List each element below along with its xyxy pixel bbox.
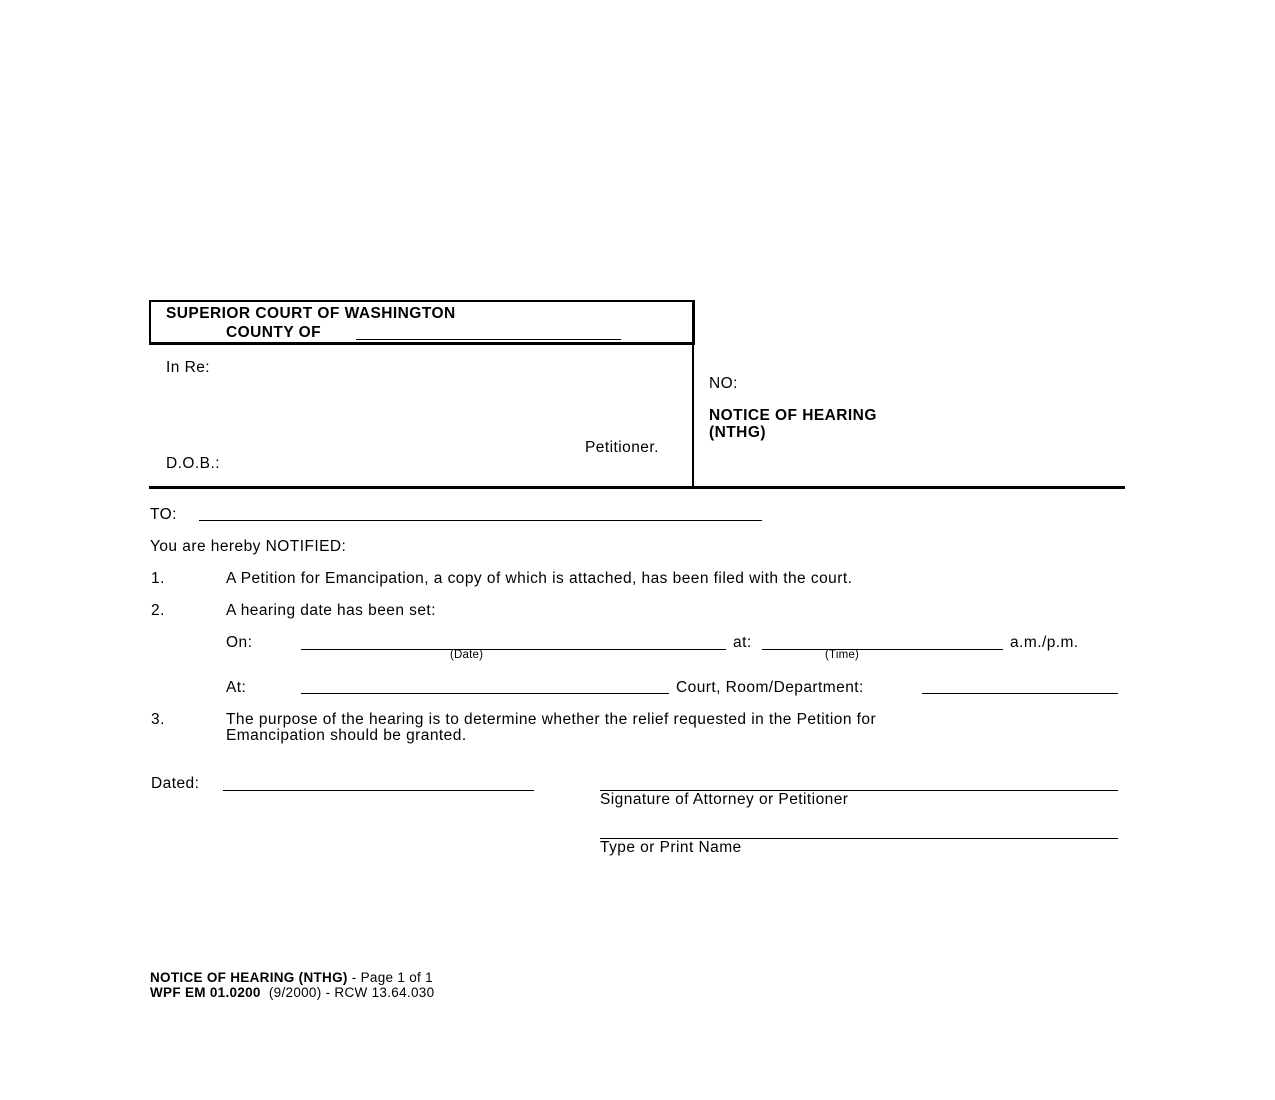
footer-form-bold: WPF EM 01.0200 — [150, 985, 261, 1000]
case-number-label: NO: — [709, 375, 738, 392]
caption-bottom-rule — [149, 486, 1125, 489]
footer-form-id — [150, 986, 434, 1000]
item-1-text: A Petition for Emancipation, a copy of which is attached, has been filed with the court. — [226, 570, 853, 587]
item-3-number: 3. — [151, 711, 165, 728]
ampm-label: a.m./p.m. — [1010, 634, 1079, 651]
caption-divider — [692, 340, 694, 488]
footer-page: - Page 1 of 1 — [347, 970, 433, 985]
item-2-text: A hearing date has been set: — [226, 602, 436, 619]
date-blank[interactable] — [301, 649, 726, 650]
dated-blank[interactable] — [223, 790, 534, 791]
dob-label: D.O.B.: — [166, 455, 220, 472]
in-re-label: In Re: — [166, 359, 211, 376]
item-2-number: 2. — [151, 602, 165, 619]
date-caption: (Date) — [450, 649, 484, 661]
item-3-text-line2: Emancipation should be granted. — [226, 727, 467, 744]
footer-form-rest: (9/2000) - RCW 13.64.030 — [260, 985, 435, 1000]
item-1-number: 1. — [151, 570, 165, 587]
document-code: (NTHG) — [709, 424, 766, 441]
court-room-label: Court, Room/Department: — [676, 679, 864, 696]
item-3-text-line1: The purpose of the hearing is to determine whether the relief requested in the Petition for — [226, 711, 877, 728]
time-caption: (Time) — [825, 649, 859, 661]
to-label: TO: — [150, 506, 177, 523]
at-time-label: at: — [733, 634, 752, 651]
footer-title-bold: NOTICE OF HEARING (NTHG) — [150, 970, 348, 985]
footer-title — [150, 971, 433, 985]
petitioner-label: Petitioner. — [585, 439, 659, 456]
document-title: NOTICE OF HEARING — [709, 407, 877, 424]
print-name-caption: Type or Print Name — [600, 839, 742, 856]
court-name: SUPERIOR COURT OF WASHINGTON — [166, 305, 456, 322]
notified-text: You are hereby NOTIFIED: — [150, 538, 347, 555]
room-blank[interactable] — [922, 693, 1118, 694]
on-label: On: — [226, 634, 253, 651]
time-blank[interactable] — [762, 649, 1003, 650]
signature-caption: Signature of Attorney or Petitioner — [600, 791, 849, 808]
place-blank[interactable] — [301, 693, 669, 694]
county-label: COUNTY OF — [226, 324, 322, 341]
dated-label: Dated: — [151, 775, 200, 792]
county-blank[interactable] — [356, 339, 621, 340]
at-place-label: At: — [226, 679, 247, 696]
to-blank[interactable] — [199, 520, 762, 521]
